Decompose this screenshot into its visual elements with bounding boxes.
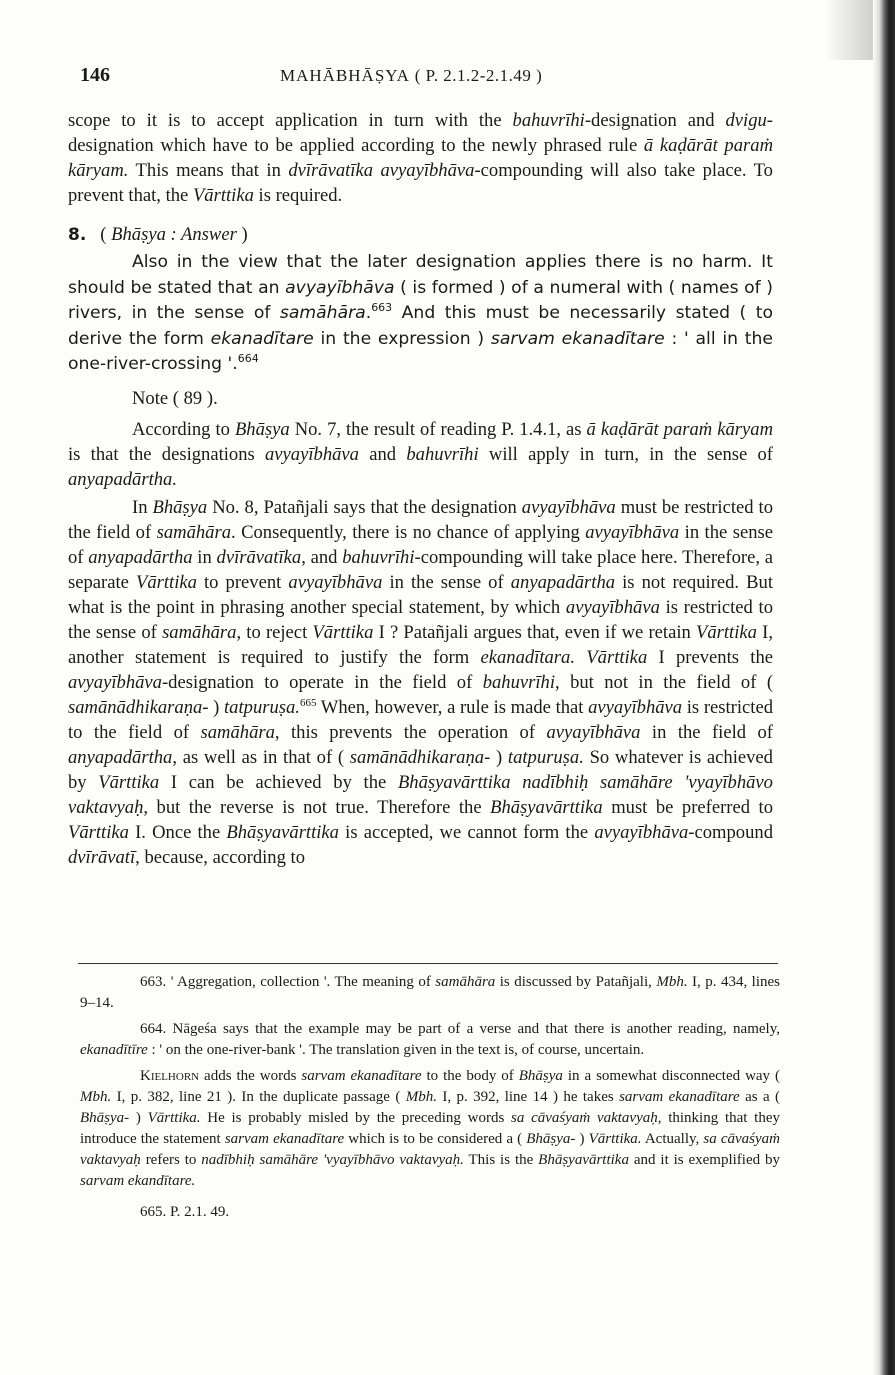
- footnote-ref: 664: [237, 352, 259, 365]
- footnote-ref: 663: [371, 301, 393, 314]
- footnote-664-kielhorn: Kielhorn adds the words sarvam ekanadītare to the body of Bhāṣya in a somewhat disconnected way ( Mbh. I, p. 382, line 21 ). In the duplicate passage ( Mbh. I, p. 392, line 14 ) he takes sarvam ekanadītare as a ( Bhāṣya- ) Vārttika. He is probably misled by the preceding words sa cāvaśyaṁ vaktavyaḥ, thinking that they introduce the statement sarvam ekanadītare which is to be considered a ( Bhāṣya- ) Vārttika. Actually, sa cāvaśyaṁ vaktavyaḥ refers to nadībhiḥ samāhāre 'vyayībhāvo vaktavyaḥ. This is the Bhāṣyavārttika and it is exemplified by sarvam ekandītare.: [80, 1068, 781, 1189]
- page-number: 146: [80, 64, 110, 86]
- footnote-665: 665. P. 2.1. 49.: [140, 1204, 230, 1220]
- running-head: MAHĀBHĀṢYA ( P. 2.1.2-2.1.49 ): [280, 66, 543, 85]
- section-number: 8.: [68, 225, 87, 245]
- intro-paragraph: scope to it is to accept application in turn with the bahuvrīhi-designation and dvigu-designation which have to be applied according to the newly phrased rule ā kaḍārāt paraṁ kāryam. This means that in dvīrāvatīka avyayībhāva-compounding will also take place. To prevent that, the Vārttika is required.: [68, 110, 773, 206]
- footnote-ref: 665: [299, 696, 317, 709]
- footnote-divider: [78, 963, 778, 964]
- note-heading: Note ( 89 ).: [132, 387, 218, 409]
- footnote-663: 663. ' Aggregation, collection '. The meaning of samāhāra is discussed by Patañjali, Mbh. I, p. 434, lines 9–14.: [80, 974, 780, 1011]
- binding-edge: [873, 0, 895, 1375]
- section-paragraph: Also in the view that the later designation applies there is no harm. It should be stated that an avyayībhāva ( is formed ) of a numeral with ( names of ) rivers, in the sense of samāhāra.$^{663}$ And this must be necessarily stated ( to derive the form ekanadītare in the expression ) sarvam ekanadītare : ' all in the one-river-crossing '.$^{664}$: [68, 252, 774, 374]
- footnote-664: 664. Nāgeśa says that the example may be part of a verse and that there is another reading, namely, ekanadītīre : ' on the one-river-bank '. The translation given in the text is, of course, uncertain.: [80, 1021, 780, 1058]
- main-text: [68, 108, 773, 870]
- note-paragraph-1: According to Bhāṣya No. 7, the result of reading P. 1.4.1, as ā kaḍārāt paraṁ kāryam is that the designations avyayībhāva and bahuvrīhi will apply in turn, in the sense of anyapadārtha.: [68, 418, 774, 490]
- section-heading: 8. ( Bhāṣya : Answer ): [68, 224, 248, 245]
- footnotes: [80, 972, 780, 1228]
- note-paragraph-2: In Bhāṣya No. 8, Patañjali says that the designation avyayībhāva must be restricted to the field of samāhāra. Consequently, there is no chance of applying avyayībhāva in the sense of anyapadārtha in dvīrāvatīka, and bahuvrīhi-compounding will take place here. Therefore, a separate Vārttika to prevent avyayībhāva in the sense of anyapadārtha is not required. But what is the point in phrasing another special statement, by which avyayībhāva is restricted to the sense of samāhāra, to reject Vārttika I ? Patañjali argues that, even if we retain Vārttika I, another statement is required to justify the form ekanadītara. Vārttika I prevents the avyayībhāva-designation to operate in the field of bahuvrīhi, but not in the field of ( samānādhikaraṇa- ) tatpuruṣa.$^{665}$ When, however, a rule is made that avyayībhāva is restricted to the field of samāhāra, this prevents the operation of avyayībhāva in the field of anyapadārtha, as well as in that of ( samānādhikaraṇa- ) tatpuruṣa. So whatever is achieved by Vārttika I can be achieved by the Bhāṣyavārttika nadībhiḥ samāhāre 'vyayībhāvo vaktavyaḥ, but the reverse is not true. Therefore the Bhāṣyavārttika must be preferred to Vārttika I. Once the Bhāṣyavārttika is accepted, we cannot form the avyayībhāva-compound dvīrāvatī, because, according to: [68, 496, 774, 868]
- page-header: [80, 64, 780, 92]
